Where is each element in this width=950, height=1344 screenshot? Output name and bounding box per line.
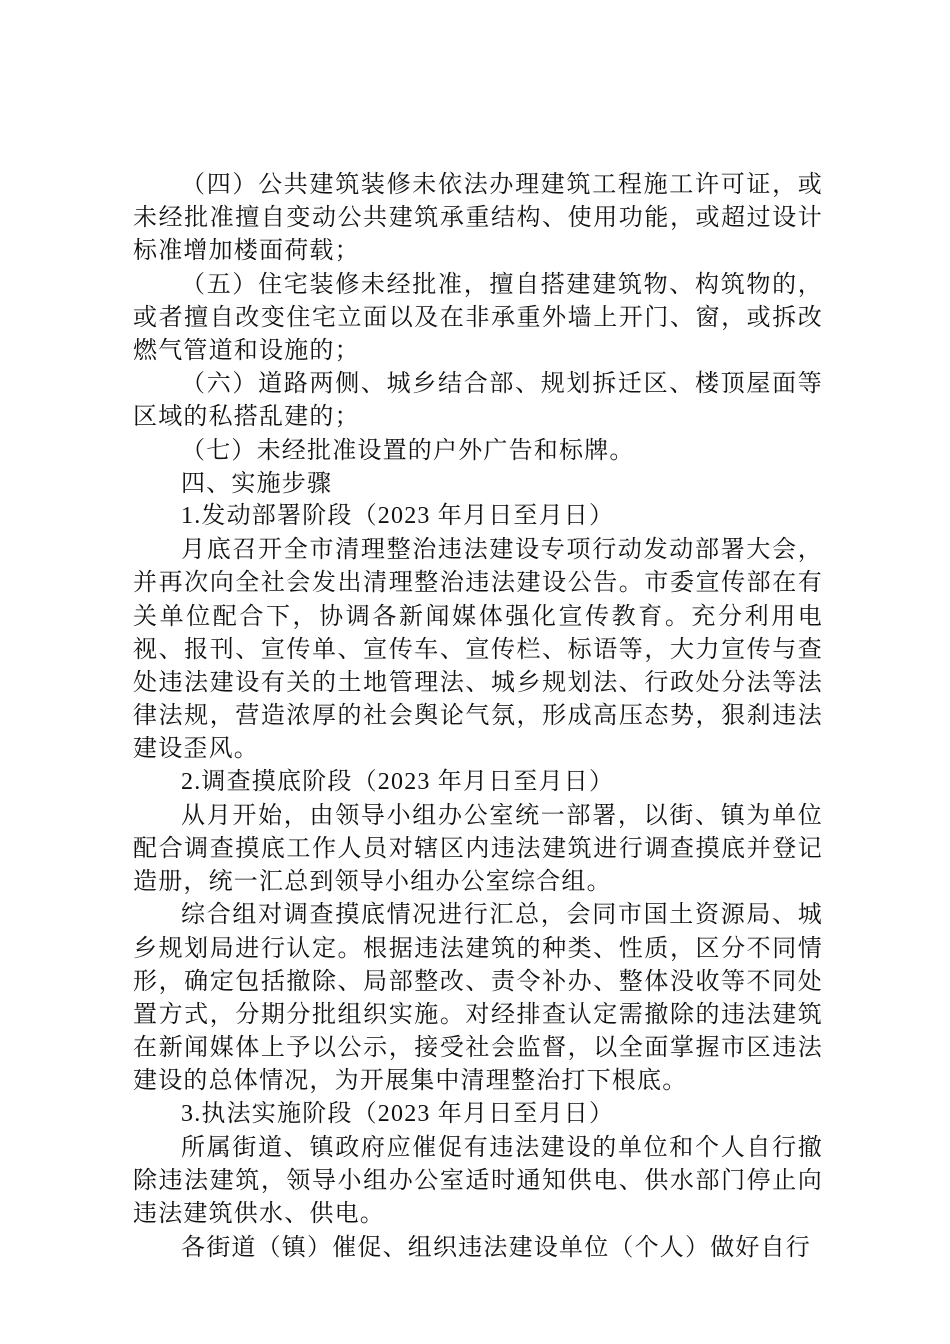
document-body <box>133 168 823 1264</box>
section-heading: 四、实施步骤 <box>181 468 333 497</box>
paragraph-stage-1-body: 月底召开全市清理整治违法建设专项行动发动部署大会，并再次向全社会发出清理整治违法建设公告。市委宣传部在有关单位配合下，协调各新闻媒体强化宣传教育。充分利用电视、报刊、宣传单、宣传车、宣传栏、标语等，大力宣传与查处违法建设有关的土地管理法、城乡规划法、行政处分法等法律法规，营造浓厚的社会舆论气氛，形成高压态势，狠刹违法建设歪风。 <box>133 535 823 763</box>
paragraph-item-5: （五）住宅装修未经批准，擅自搭建建筑物、构筑物的，或者擅自改变住宅立面以及在非承重外墙上开门、窗，或拆改燃气管道和设施的； <box>133 269 823 365</box>
paragraph-stage-2-body-1: 从月开始，由领导小组办公室统一部署，以街、镇为单位配合调查摸底工作人员对辖区内违法建筑进行调查摸底并登记造册，统一汇总到领导小组办公室综合组。 <box>133 800 823 896</box>
paragraph-stage-2-body-2: 综合组对调查摸底情况进行汇总，会同市国土资源局、城乡规划局进行认定。根据违法建筑的种类、性质，区分不同情形，确定包括撤除、局部整改、责令补办、整体没收等不同处置方式，分期分批组织实施。对经排查认定需撤除的违法建筑在新闻媒体上予以公示，接受社会监督，以全面掌握市区违法建设的总体情况，为开展集中清理整治打下根底。 <box>133 900 823 1095</box>
paragraph-item-4: （四）公共建筑装修未依法办理建筑工程施工许可证，或未经批准擅自变动公共建筑承重结构、使用功能，或超过设计标准增加楼面荷载； <box>133 170 823 265</box>
paragraph-stage-3-body-2: 各街道（镇）催促、组织违法建设单位（个人）做好自行 <box>181 1232 811 1261</box>
stage-heading-2: 2.调查摸底阶段（2023 年月日至月日） <box>181 768 615 795</box>
paragraph-item-6: （六）道路两侧、城乡结合部、规划拆迁区、楼顶屋面等区域的私搭乱建的； <box>133 369 823 431</box>
stage-heading-1: 1.发动部署阶段（2023 年月日至月日） <box>181 503 615 530</box>
stage-heading-3: 3.执法实施阶段（2023 年月日至月日） <box>181 1100 615 1127</box>
paragraph-item-7: （七）未经批准设置的户外广告和标牌。 <box>181 435 635 464</box>
paragraph-stage-3-body-1: 所属街道、镇政府应催促有违法建设的单位和个人自行撤除违法建筑，领导小组办公室适时通知供电、供水部门停止向违法建筑供水、供电。 <box>133 1132 823 1228</box>
